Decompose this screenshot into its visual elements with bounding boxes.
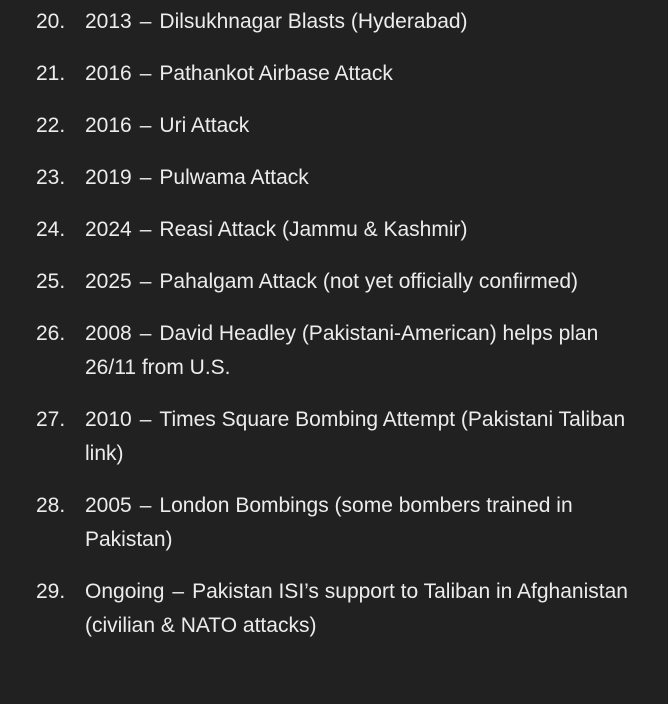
item-description: Uri Attack <box>159 114 250 137</box>
item-year: 2005 <box>85 494 132 517</box>
item-year: 2010 <box>85 408 132 431</box>
item-number: 24. <box>36 218 66 241</box>
item-description: Reasi Attack (Jammu & Kashmir) <box>159 218 468 241</box>
separator-dash: – <box>139 494 152 517</box>
item-number: 20. <box>36 10 66 33</box>
item-number: 25. <box>36 270 66 293</box>
item-description: Pahalgam Attack (not yet officially confirmed) <box>159 270 579 293</box>
item-description: Pakistan ISI’s support to Taliban in Afghanistan (civilian & NATO attacks) <box>85 580 628 637</box>
item-description: London Bombings (some bombers trained in Pakistan) <box>85 494 573 551</box>
item-number: 28. <box>36 494 66 517</box>
separator-dash: – <box>139 322 152 345</box>
item-number: 23. <box>36 166 66 189</box>
list-item <box>0 109 668 143</box>
list-item <box>0 575 668 643</box>
separator-dash: – <box>139 62 152 85</box>
item-description: Dilsukhnagar Blasts (Hyderabad) <box>159 10 468 33</box>
item-description: David Headley (Pakistani-American) helps plan 26/11 from U.S. <box>85 322 599 379</box>
item-year: 2016 <box>85 62 132 85</box>
separator-dash: – <box>139 408 152 431</box>
separator-dash: – <box>139 114 152 137</box>
separator-dash: – <box>139 10 152 33</box>
separator-dash: – <box>172 580 185 603</box>
item-description: Times Square Bombing Attempt (Pakistani Taliban link) <box>85 408 626 465</box>
item-number: 27. <box>36 408 66 431</box>
separator-dash: – <box>139 166 152 189</box>
item-year: 2019 <box>85 166 132 189</box>
item-year: 2013 <box>85 10 132 33</box>
item-year: 2024 <box>85 218 132 241</box>
list-item <box>0 5 668 39</box>
list-item <box>0 265 668 299</box>
item-year: 2016 <box>85 114 132 137</box>
item-number: 22. <box>36 114 66 137</box>
list-item <box>0 489 668 557</box>
item-year: 2008 <box>85 322 132 345</box>
item-number: 21. <box>36 62 66 85</box>
item-description: Pulwama Attack <box>159 166 309 189</box>
list-item <box>0 403 668 471</box>
item-year: 2025 <box>85 270 132 293</box>
item-year: Ongoing <box>85 580 165 603</box>
list-item <box>0 57 668 91</box>
list-item <box>0 161 668 195</box>
list-item <box>0 213 668 247</box>
item-description: Pathankot Airbase Attack <box>159 62 393 85</box>
separator-dash: – <box>139 270 152 293</box>
separator-dash: – <box>139 218 152 241</box>
item-number: 26. <box>36 322 66 345</box>
list-item <box>0 317 668 385</box>
item-number: 29. <box>36 580 66 603</box>
